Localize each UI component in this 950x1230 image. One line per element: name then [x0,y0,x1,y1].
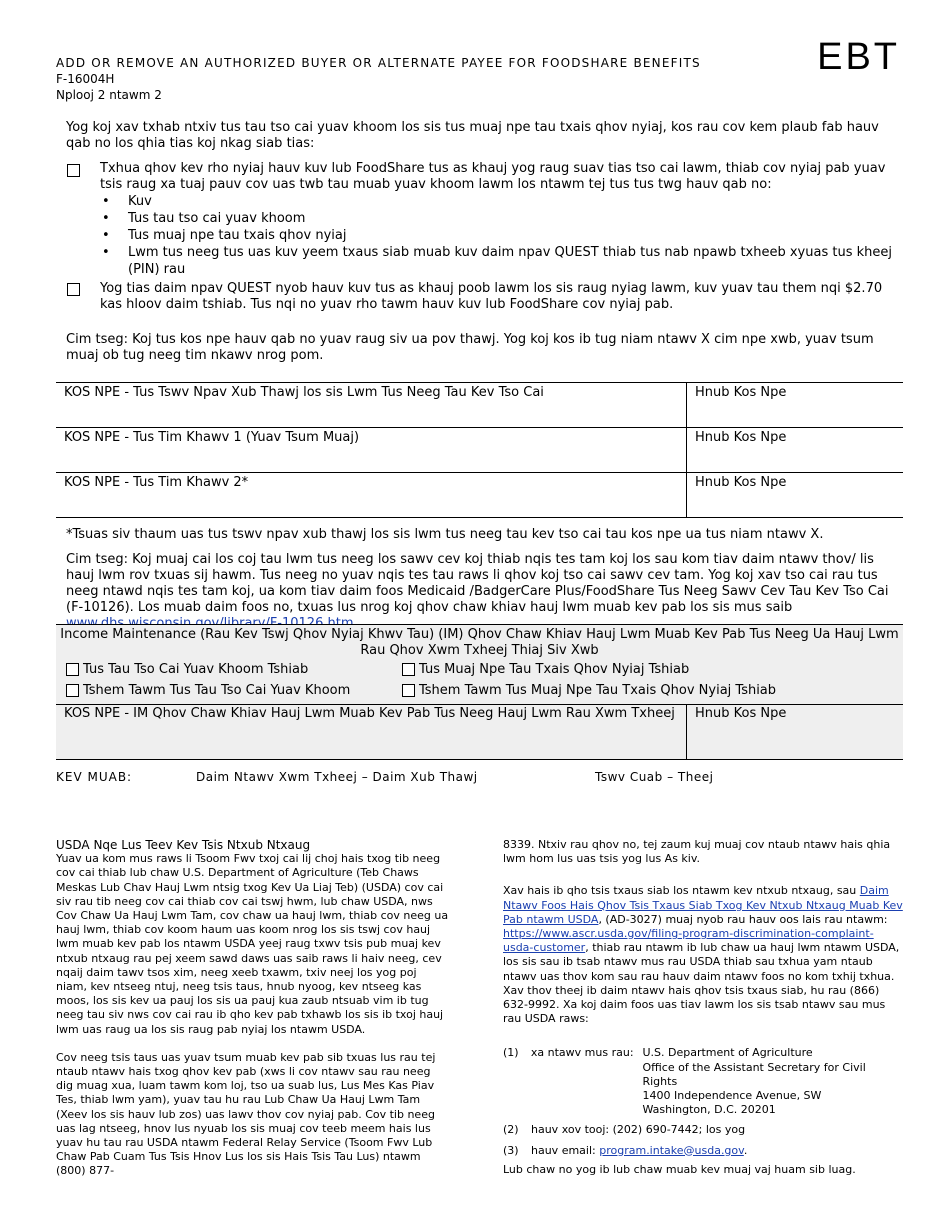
usda-left-column [56,838,450,1179]
signature-date-label: Hnub Kos Npe [695,385,787,400]
im-check-remove-buyer[interactable] [66,683,350,698]
address-line: Office of the Assistant Secretary for Civil Rights [642,1060,866,1088]
ebt-badge: EBT [817,36,900,78]
form-number: F-16004H [56,72,115,86]
mail-option [503,1046,903,1117]
fax-text: hauv xov tooj: (202) 690-7442; los yog [531,1123,746,1137]
address-line: 1400 Independence Avenue, SW [642,1089,822,1103]
page-number: Nplooj 2 ntawm 2 [56,88,162,102]
usda-para-2: Cov neeg tsis taus uas yuav tsum muab kev pab sib txuas lus rau tej ntaub ntawv hais txog qhov kev pab (xws li cov ntawv sau rau neeg dig muag xua, luam tawm kom loj, tso ua suab lus, Lus Mes Kas Piav Tes, thiab lwm yam), yuav tau hu rau Lub Chaw Ua Hauj Lwm Tam (Xeev los sis hauv lub zos) uas lawv thov cov nyiaj pab. Cov tib neeg uas lag ntseeg, hnov lus nyuab los sis muaj cov teeb meem hais lus yuav hu tau rau USDA ntawm Federal Relay Service (Tsoom Fwv Lub Chaw Pab Cuam Tus Tsis Hnov Lus los sis Hais Tsis Tau Lus) ntawm (800) 877- [56,1050,436,1178]
im-check-new-payee[interactable] [402,662,689,677]
equal-opportunity-statement: Lub chaw no yog ib lub chaw muab kev muaj vaj huam sib luag. [503,1162,856,1176]
im-check-label: Tshem Tawm Tus Muaj Npe Tau Txais Qhov Nyiaj Tshiab [419,683,777,698]
usda-para-1: Yuav ua kom mus raws li Tsoom Fwv txoj cai lij choj hais txog tib neeg cov cai thiab lub chaw U.S. Department of Agriculture (Teb Chaws Meskas Lub Chav Hauj Lwm ntsig txog Kev Ua Liaj Teb) (USDA) cov cai siv rau tib neeg cov cai thiab cov cai tswj hwm, lub chaw USDA, nws Cov Chaw Ua Hauj Lwm Tam, cov chaw ua hauj lwm, thiab cov neeg ua hauj lwm, thiab cov koom haum uas koom nrog los sis tswj cov hauj lwm muab kev pab los ntawm USDA yeej raug txwv tsis pub muaj kev ntxub ntxaug rau pej xeem sawd daws uas saib raws li haiv neeg, cev nqaij daim tawv tsos xim, neeg xeeb txawm, txiv neej los yog poj niam, kev ntseeg ntuj, neeg tsis taus, hnub nyoog, kev ntseeg kas moos, los sis kev ua pauj los sis ua pauj kua zaub ntsuab vim ib tug neeg tau siv nws cov cai rau ib qho kev pab txhawb los sis ib txoj hauj lwm uas raug ua los sis raug pab nyiaj los ntawm USDA. [56,852,449,1036]
intro-text: Yog koj xav txhab ntxiv tus tau tso cai yuav khoom los sis tus muaj npe tau txais qhov nyiaj, kos rau cov kem plaub fab hauv qab no los qhia tias koj nkag siab tias: [66,120,879,151]
im-check-new-buyer[interactable] [66,662,308,677]
email-option [503,1144,903,1158]
distribution-label: KEV MUAB: [56,770,133,784]
program-intake-email-link[interactable]: program.intake@usda.gov [599,1143,744,1157]
acknowledge-checkbox-2[interactable] [67,283,80,296]
signature-label: KOS NPE - Tus Tim Khawv 1 (Yuav Tsum Muaj) [56,428,687,472]
mail-label: xa ntawv mus rau: [530,1046,634,1060]
signature-date-label: Hnub Kos Npe [695,430,787,445]
signature-label: KOS NPE - Tus Tim Khawv 2* [56,473,687,517]
signature-label: KOS NPE - Tus Tswv Npav Xub Thawj los sis Lwm Tus Neeg Tau Kev Tso Cai [56,383,687,427]
checkbox-1-bullets [100,193,900,278]
signature-note: Cim tseg: Koj tus kos npe hauv qab no yuav raug siv ua pov thawj. Yog koj kos ib tug niam ntawv X cim npe xwb, yuav tsum muaj ob tug neeg tim nkawv nrog pom. [66,332,874,363]
signature-table [56,382,903,518]
im-box-title: Income Maintenance (Rau Kev Tswj Qhov Nyiaj Khwv Tau) (IM) Qhov Chaw Khiav Hauj Lwm Muab Kev Pab Tus Neeg Ua Hauj Lwm Rau Qhov Xwm Txheej Thiaj Siv Xwb [60,627,899,658]
signature-row[interactable] [56,383,903,428]
distribution-copy: Tswv Cuab – Theej [595,770,714,784]
usda-right-column [503,838,903,1177]
email-text [531,1144,747,1158]
para4-text-c: , thiab rau ntawm ib lub chaw ua hauj lwm ntawm USDA, los sis sau ib tsab ntawv mus rau USDA thiab sau txhua yam ntaub ntawv uas thov kom sau rau hauv daim ntawv foos no kom txhij txhua. Xav thov theej ib daim ntawv hais qhov tsis txaus siab, hu rau (866) 632-9992. Xa koj daim foos uas tiav lawm los sis tsab ntawv sau mus rau USDA raws: [503,941,900,1026]
im-signature-label: KOS NPE - IM Qhov Chaw Khiav Hauj Lwm Muab Kev Pab Tus Neeg Hauj Lwm Rau Xwm Txheej [56,705,687,759]
para4-text-b: , (AD-3027) muaj nyob rau hauv oos lais rau ntawm: [598,912,888,926]
im-signature-row[interactable] [56,704,903,759]
bullet-item: • Tus muaj npe tau txais qhov nyiaj [100,227,900,244]
im-check-label: Tshem Tawm Tus Tau Tso Cai Yuav Khoom [83,683,351,698]
distribution-original: Daim Ntawv Xwm Txheej – Daim Xub Thawj [196,770,478,784]
representative-note-text: Cim tseg: Koj muaj cai los coj tau lwm tus neeg los sawv cev koj thiab nqis tes tam koj los sau kom tiav daim ntawv thov/ lis hauj lwm rov txuas sij hawm. Tus neeg no yuav nqis tes tau raws li qhov koj tso cai sawv cev tam. Yog koj xav tso cai rau tus neeg ntawd nqis tes tam koj, ua kom tiav daim foos Medicaid /BadgerCare Plus/FoodShare Tus Neeg Sawv Cev Tau Kev Tso Cai (F-10126). Los muab daim foos no, txuas lus nrog koj qhov chaw khiav hauj lwm muab kev pab los sis mus saib [66,552,889,615]
email-num: (3) [503,1143,519,1157]
acknowledge-checkbox-1[interactable] [67,164,80,177]
ascr-complaint-link[interactable]: https://www.ascr.usda.gov/filing-program-discrimination-complaint-usda-customer [503,927,874,955]
para4-text-a: Xav hais ib qho tsis txaus siab los ntawm kev ntxub ntxaug, sau [503,884,860,898]
im-check-remove-payee[interactable] [402,683,776,698]
checkbox-2-text: Yog tias daim npav QUEST nyob hauv kuv tus as khauj poob lawm los sis raug nyiag lawm, kuv yuav tau them nqi $2.70 kas hloov daim tshiab. Tus nqi no yuav rho tawm hauv kuv lub FoodShare cov nyiaj pab. [100,281,883,312]
bullet-item: • Tus tau tso cai yuav khoom [100,210,900,227]
signature-row[interactable] [56,473,903,518]
mail-address [642,1046,903,1117]
address-line: Washington, D.C. 20201 [642,1103,776,1117]
representative-note [66,552,896,632]
signature-row[interactable] [56,428,903,473]
usda-para-4 [503,884,903,1026]
im-office-box [56,624,903,760]
checkbox-1-text: Txhua qhov kev rho nyiaj hauv kuv lub FoodShare tus as khauj yog raug suav tias tso cai lawm, thiab cov nyiaj pab yuav tsis raug xa tuaj pauv cov uas twb tau muab yuav khoom lawm los ntawm tej tus tus twg hauv qab no: [100,161,886,192]
checkbox-1-block [100,161,900,278]
im-signature-date-label: Hnub Kos Npe [695,706,787,721]
im-check-label: Tus Tau Tso Cai Yuav Khoom Tshiab [83,662,309,677]
fax-option [503,1123,903,1137]
usda-heading: USDA Nqe Lus Teev Kev Tsis Ntxub Ntxaug [56,838,311,852]
bullet-item: • Lwm tus neeg tus uas kuv yeem txaus siab muab kuv daim npav QUEST thiab tus nab npawb txheeb xyuas tus kheej (PIN) rau [100,244,900,278]
usda-para-3: 8339. Ntxiv rau qhov no, tej zaum kuj muaj cov ntaub ntawv hais qhia lwm hom lus uas tsis yog lus As kiv. [503,838,891,866]
fax-num: (2) [503,1123,519,1137]
witness-footnote: *Tsuas siv thaum uas tus tswv npav xub thawj los sis lwm tus neeg tau kev tso cai tau kos npe ua tus niam ntawv X. [66,527,824,542]
mail-num: (1) [503,1046,519,1060]
ad3027-form-link[interactable]: Daim Ntawv Foos Hais Qhov Tsis Txaus Siab Txog Kev Ntxub Ntxaug Muab Kev Pab ntawm USDA [503,884,903,926]
email-suffix: . [743,1143,748,1157]
bullet-item: • Kuv [100,193,900,210]
form-title: ADD OR REMOVE AN AUTHORIZED BUYER OR ALTERNATE PAYEE FOR FOODSHARE BENEFITS [56,56,701,70]
address-line: U.S. Department of Agriculture [642,1046,813,1060]
im-check-label: Tus Muaj Npe Tau Txais Qhov Nyiaj Tshiab [419,662,690,677]
signature-date-label: Hnub Kos Npe [695,475,787,490]
email-prefix: hauv email: [531,1143,600,1157]
